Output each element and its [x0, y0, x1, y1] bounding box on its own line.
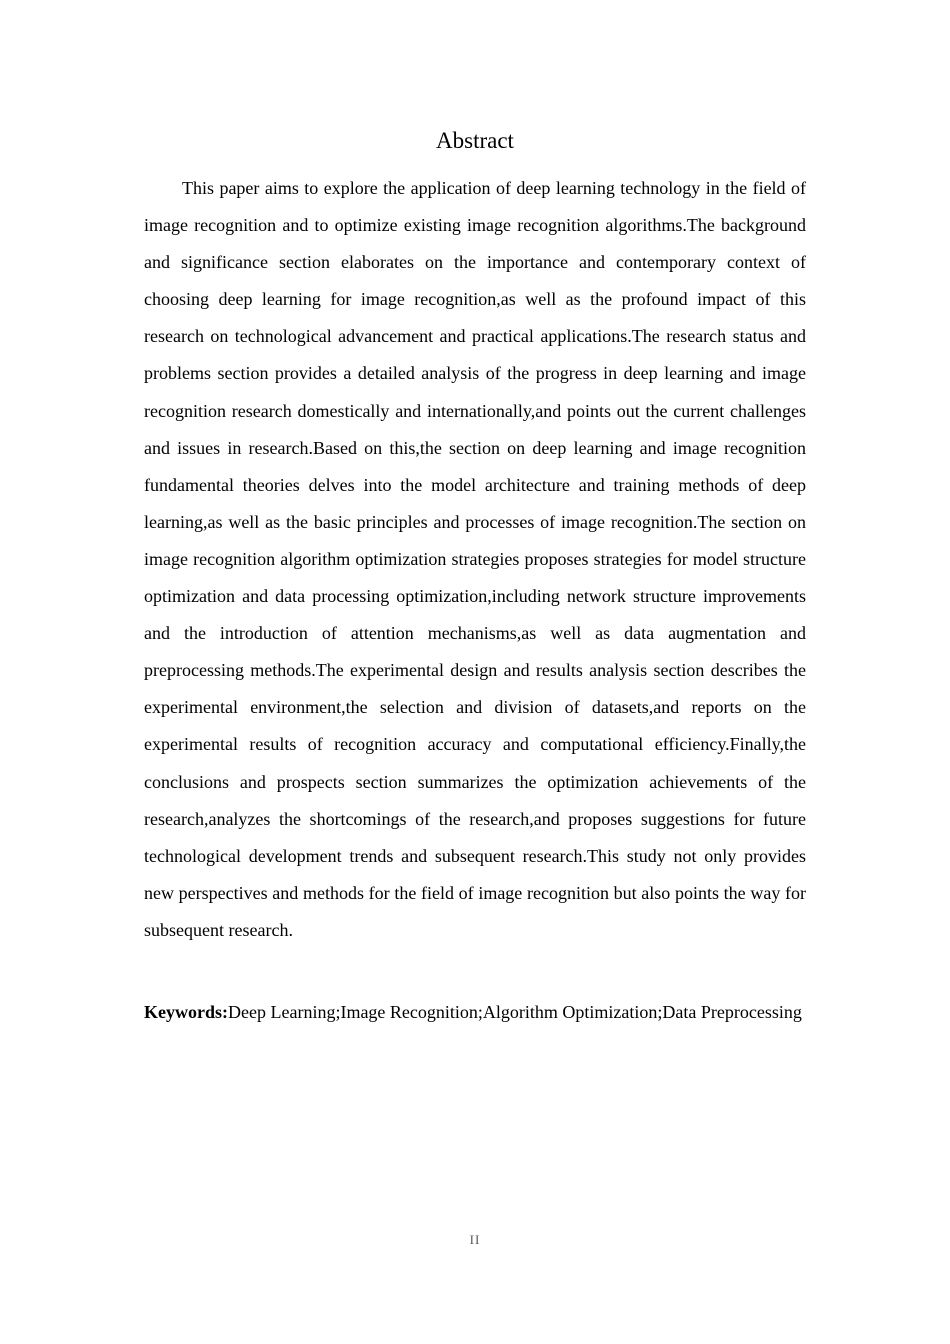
keywords-label: Keywords: [144, 1002, 228, 1022]
abstract-title: Abstract [436, 128, 514, 153]
keywords-line [144, 994, 806, 1030]
abstract-body: This paper aims to explore the application of deep learning technology in the field of image recognition and to optimize existing image recognition algorithms.The background and significance section elaborates on the importance and contemporary context of choosing deep learning for image recognition,as well as the profound impact of this research on technological advancement and practical applications.The research status and problems section provides a detailed analysis of the progress in deep learning and image recognition research domestically and internationally,and points out the current challenges and issues in research.Based on this,the section on deep learning and image recognition fundamental theories delves into the model architecture and training methods of deep learning,as well as the basic principles and processes of image recognition.The section on image recognition algorithm optimization strategies proposes strategies for model structure optimization and data processing optimization,including network structure improvements and the introduction of attention mechanisms,as well as data augmentation and preprocessing methods.The experimental design and results analysis section describes the experimental environment,the selection and division of datasets,and reports on the experimental results of recognition accuracy and computational efficiency.Finally,the conclusions and prospects section summarizes the optimization achievements of the research,analyzes the shortcomings of the research,and proposes suggestions for future technological development trends and subsequent research.This study not only provides new perspectives and methods for the field of image recognition but also points the way for subsequent research. [144, 178, 806, 940]
page-number: II [469, 1232, 481, 1247]
keywords-list: Deep Learning;Image Recognition;Algorithm Optimization;Data Preprocessing [228, 1002, 802, 1022]
